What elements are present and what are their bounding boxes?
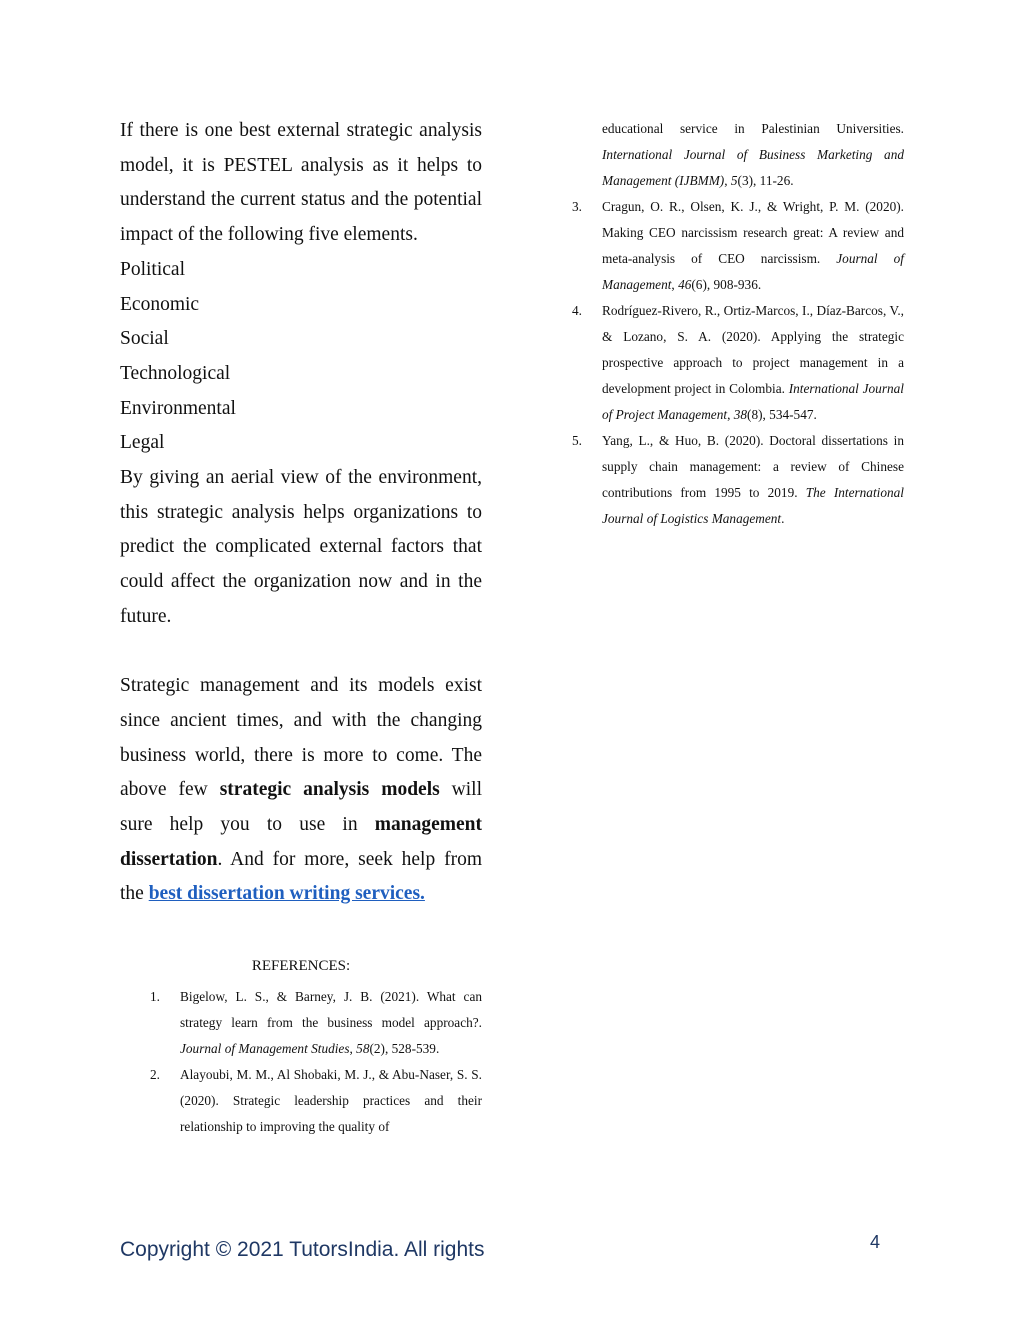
pestel-elements-list bbox=[120, 253, 482, 461]
reference-authors: Rodríguez-Rivero, R., Ortiz-Marcos, I., Díaz-Barcos, V., & Lozano, S. A. (2020). Applying the strategic prospective approach to project management in a development project in Colombia. bbox=[602, 303, 904, 396]
copyright-footer: Copyright © 2021 TutorsIndia. All rights bbox=[120, 1238, 485, 1261]
reference-volume: 5 bbox=[730, 173, 738, 188]
reference-number: 4. bbox=[572, 303, 582, 318]
references-list-right bbox=[572, 116, 904, 532]
reference-item bbox=[572, 428, 904, 532]
dissertation-services-link[interactable]: best dissertation writing services. bbox=[148, 883, 425, 905]
reference-pages: (8), 534-547. bbox=[747, 407, 817, 422]
reference-authors: Bigelow, L. S., & Barney, J. B. (2021). What can strategy learn from the business model approach?. bbox=[180, 989, 482, 1031]
reference-separator: , bbox=[724, 173, 731, 188]
page-number: 4 bbox=[870, 1232, 881, 1252]
reference-number: 3. bbox=[572, 199, 582, 214]
reference-journal: International Journal of Project Management bbox=[602, 381, 904, 422]
reference-journal: International Journal of Business Marketing and Management (IJBMM) bbox=[602, 147, 904, 188]
conclusion-paragraph bbox=[120, 669, 482, 912]
pestel-intro-paragraph: If there is one best external strategic analysis model, it is PESTEL analysis as it helps to understand the current status and the potential impact of the following five elements. bbox=[120, 120, 482, 246]
reference-number: 1. bbox=[150, 989, 160, 1005]
reference-item bbox=[572, 298, 904, 428]
paragraph-gap bbox=[120, 635, 482, 670]
reference-authors-part1: Alayoubi, M. M., Al Shobaki, M. J., & Abu-Naser, S. S. (2020). Strategic leadership practices and their relationship to improving the quality of bbox=[180, 1067, 482, 1135]
bold-phrase-strategic-models: strategic analysis models bbox=[219, 779, 440, 801]
pestel-element: Political bbox=[120, 258, 185, 280]
reference-pages: (3), 11-26. bbox=[737, 173, 794, 188]
reference-item-continued bbox=[572, 116, 904, 194]
reference-journal: Journal of Management bbox=[602, 251, 904, 292]
right-column bbox=[572, 116, 904, 532]
pestel-element: Legal bbox=[120, 432, 165, 454]
reference-number: 2. bbox=[150, 1067, 160, 1083]
bold-phrase-management-dissertation: management dissertation bbox=[120, 814, 482, 870]
conclusion-text: . And for more, seek help from the bbox=[120, 848, 482, 905]
conclusion-text: Strategic management and its models exist since ancient times, and with the changing business world, there is more to come. The above few bbox=[120, 675, 482, 801]
reference-volume: 38 bbox=[733, 407, 748, 422]
conclusion-text: will sure help you to use in bbox=[120, 779, 482, 836]
reference-journal: The International Journal of Logistics Management bbox=[602, 485, 904, 526]
reference-authors: Yang, L., & Huo, B. (2020). Doctoral dissertations in supply chain management: a review of Chinese contributions from 1995 to 2019. bbox=[602, 433, 904, 500]
reference-journal: Journal of Management Studies bbox=[180, 1041, 350, 1057]
reference-item bbox=[120, 1062, 482, 1140]
references-heading: REFERENCES: bbox=[251, 958, 351, 975]
pestel-element: Environmental bbox=[120, 397, 236, 419]
references-list-left bbox=[120, 984, 482, 1140]
reference-authors: Cragun, O. R., Olsen, K. J., & Wright, P. M. (2020). Making CEO narcissism research great: A review and meta-analysis of CEO narcissism. bbox=[602, 199, 904, 266]
reference-pages: (2), 528-539. bbox=[369, 1041, 440, 1057]
reference-separator: , bbox=[349, 1041, 357, 1057]
reference-number: 5. bbox=[572, 433, 582, 448]
reference-authors-part2: educational service in Palestinian Universities. bbox=[602, 121, 904, 136]
reference-volume: 46 bbox=[678, 277, 692, 292]
reference-pages: (6), 908-936. bbox=[691, 277, 762, 292]
reference-item bbox=[572, 194, 904, 298]
left-column bbox=[120, 114, 482, 1140]
reference-separator: . bbox=[781, 511, 785, 526]
pestel-element: Technological bbox=[120, 362, 231, 384]
reference-item bbox=[120, 984, 482, 1062]
pestel-element: Social bbox=[120, 328, 169, 350]
pestel-element: Economic bbox=[120, 293, 200, 315]
reference-separator: , bbox=[671, 277, 679, 292]
reference-volume: 58 bbox=[356, 1041, 370, 1057]
pestel-benefit-paragraph: By giving an aerial view of the environment, this strategic analysis helps organizations to predict the complicated external factors that could affect the organization now and in the future. bbox=[120, 467, 482, 627]
reference-separator: , bbox=[727, 407, 734, 422]
